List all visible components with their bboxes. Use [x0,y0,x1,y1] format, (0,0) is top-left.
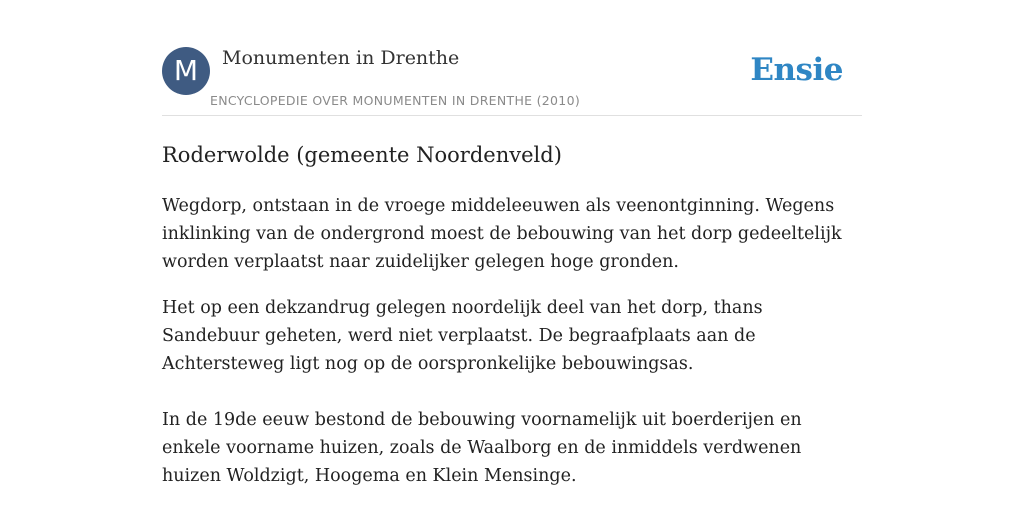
brand-logo[interactable]: Ensie [750,52,843,88]
article-paragraph: Wegdorp, ontstaan in de vroege middeleeuwen als veenontginning. Wegens inklinking van de ondergrond moest de bebouwing van het dorp gedeeltelijk worden verplaatst naar zuidelijker gelegen hoge gronden. [162,196,842,272]
header-divider [162,115,862,116]
source-subtitle: ENCYCLOPEDIE OVER MONUMENTEN IN DRENTHE (2010) [210,93,580,108]
source-title[interactable]: Monumenten in Drenthe [222,47,460,69]
source-avatar[interactable]: M [162,47,210,95]
article-body [162,192,862,490]
article-title: Roderwolde (gemeente Noordenveld) [162,143,562,167]
article-paragraph: Het op een dekzandrug gelegen noordelijk deel van het dorp, thans Sandebuur geheten, werd niet verplaatst. De begraafplaats aan de Achtersteweg ligt nog op de oorspronkelijke bebouwingsas. [162,298,763,374]
article-paragraph: In de 19de eeuw bestond de bebouwing voornamelijk uit boerderijen en enkele voorname huizen, zoals de Waalborg en de inmiddels verdwenen huizen Woldzigt, Hoogema en Klein Mensinge. [162,410,802,486]
